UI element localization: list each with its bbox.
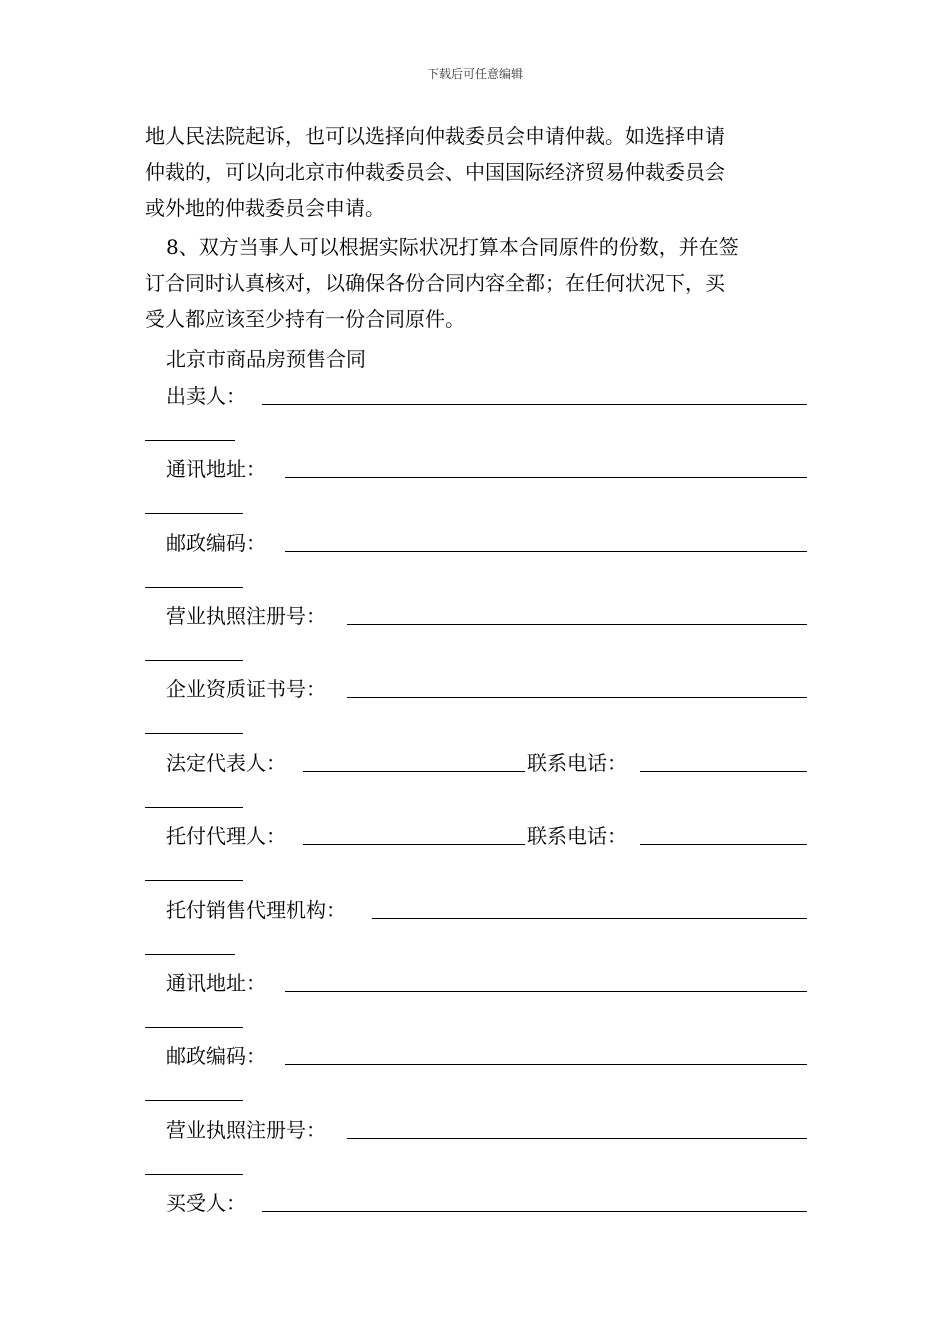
postcode-blank[interactable] <box>285 551 807 552</box>
postcode-label: 邮政编码： <box>166 531 266 555</box>
agent-label: 托付代理人： <box>166 824 286 848</box>
address-blank-continuation[interactable] <box>145 513 243 514</box>
license-blank[interactable] <box>347 1138 807 1139</box>
license-blank-continuation[interactable] <box>145 660 243 661</box>
sales-agency-label: 托付销售代理机构： <box>166 898 346 922</box>
phone-blank[interactable] <box>640 844 807 845</box>
license-blank-continuation[interactable] <box>145 1174 243 1175</box>
address-blank[interactable] <box>285 991 807 992</box>
license-label: 营业执照注册号： <box>166 604 326 628</box>
seller-blank[interactable] <box>262 404 807 405</box>
contract-title: 北京市商品房预售合同 <box>166 347 366 371</box>
legal-rep-blank[interactable] <box>303 771 525 772</box>
phone-blank[interactable] <box>640 771 807 772</box>
paragraph-line: 地人民法院起诉，也可以选择向仲裁委员会申请仲裁。如选择申请 <box>145 124 725 148</box>
paragraph-line: 仲裁的，可以向北京市仲裁委员会、中国国际经济贸易仲裁委员会 <box>145 160 725 184</box>
license-label: 营业执照注册号： <box>166 1118 326 1142</box>
seller-blank-continuation[interactable] <box>145 440 235 441</box>
paragraph-line: 或外地的仲裁委员会申请。 <box>145 196 385 220</box>
postcode-blank-continuation[interactable] <box>145 1100 243 1101</box>
qualification-blank[interactable] <box>347 697 807 698</box>
paragraph-line: 订合同时认真核对，以确保各份合同内容全都；在任何状况下，买 <box>145 271 725 295</box>
paragraph-line: 受人都应该至少持有一份合同原件。 <box>145 307 465 331</box>
postcode-label: 邮政编码： <box>166 1044 266 1068</box>
license-blank[interactable] <box>347 624 807 625</box>
qualification-label: 企业资质证书号： <box>166 677 326 701</box>
phone-blank-continuation[interactable] <box>145 807 243 808</box>
address-label: 通讯地址： <box>166 971 266 995</box>
page-header: 下载后可任意编辑 <box>426 67 523 81</box>
phone-label: 联系电话： <box>527 824 627 848</box>
address-blank-continuation[interactable] <box>145 1027 243 1028</box>
sales-agency-blank[interactable] <box>372 918 807 919</box>
postcode-blank-continuation[interactable] <box>145 587 243 588</box>
buyer-blank[interactable] <box>262 1211 807 1212</box>
sales-agency-blank-continuation[interactable] <box>145 954 235 955</box>
postcode-blank[interactable] <box>285 1064 807 1065</box>
phone-label: 联系电话： <box>527 751 627 775</box>
qualification-blank-continuation[interactable] <box>145 733 243 734</box>
paragraph-line: 8、双方当事人可以根据实际状况打算本合同原件的份数，并在签 <box>166 235 739 259</box>
seller-label: 出卖人： <box>166 384 246 408</box>
legal-rep-label: 法定代表人： <box>166 751 286 775</box>
agent-blank[interactable] <box>303 844 525 845</box>
address-blank[interactable] <box>285 477 807 478</box>
phone-blank-continuation[interactable] <box>145 880 243 881</box>
address-label: 通讯地址： <box>166 457 266 481</box>
buyer-label: 买受人： <box>166 1191 246 1215</box>
